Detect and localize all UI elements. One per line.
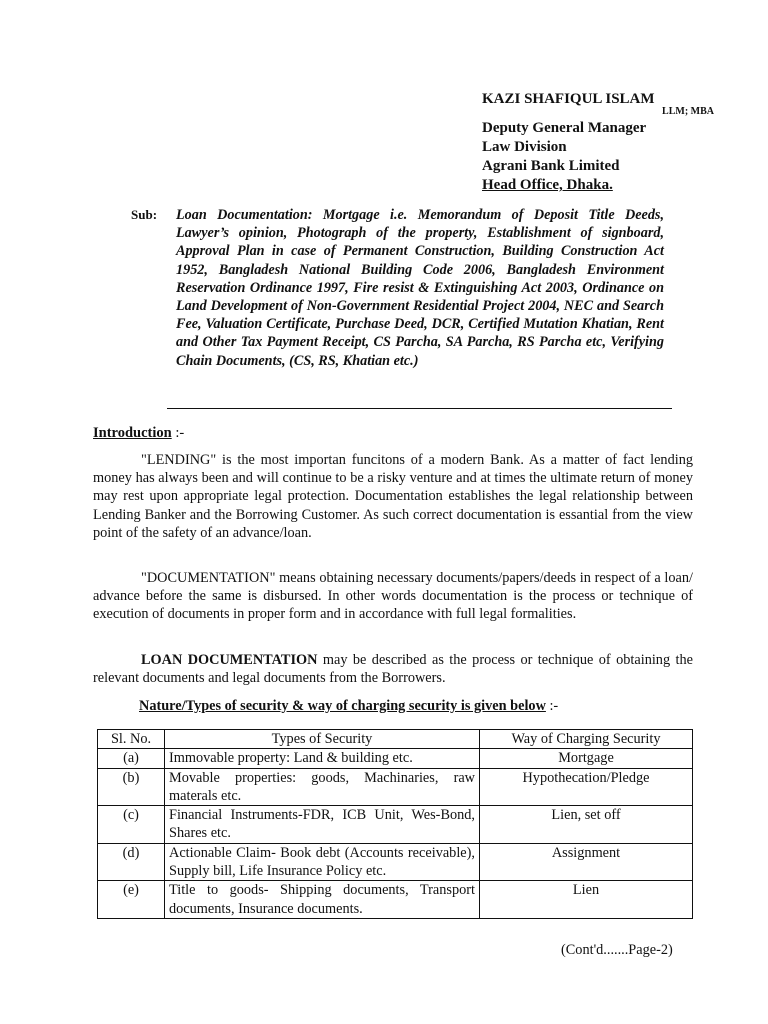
author-degrees: LLM; MBA (662, 106, 714, 117)
cell-type: Movable properties: goods, Machinaries, raw materals etc. (165, 768, 480, 806)
paragraph-lending (93, 451, 693, 542)
cell-way: Assignment (480, 843, 693, 881)
table-row (98, 768, 693, 806)
letterhead (482, 90, 714, 195)
cell-sl: (d) (98, 843, 165, 881)
header-types-of-security: Types of Security (165, 730, 480, 749)
nature-heading (139, 698, 558, 715)
security-table (97, 729, 693, 919)
loan-documentation-term: LOAN DOCUMENTATION (141, 652, 318, 668)
cell-type: Title to goods- Shipping documents, Transport documents, Insurance documents. (165, 881, 480, 919)
cell-way: Lien, set off (480, 806, 693, 844)
table-header-row (98, 730, 693, 749)
cell-sl: (b) (98, 768, 165, 806)
header-sl-no: Sl. No. (98, 730, 165, 749)
cell-type: Immovable property: Land & building etc. (165, 749, 480, 768)
continued-note: (Cont'd.......Page-2) (561, 942, 673, 958)
loan-documentation-definition: may be described as the process or technique of obtaining the relevant documents and legal documents from the Borrowers. (93, 652, 693, 687)
introduction-heading (93, 425, 184, 442)
author-bank: Agrani Bank Limited (482, 158, 620, 174)
nature-suffix: :- (545, 698, 559, 714)
table-row (98, 749, 693, 768)
paragraph-lending-text: "LENDING" is the most importan funcitons of a modern Bank. As a matter of fact lending money has always been and will continue to be a risky venture and at times the ultimate return of money may rest upon appropriate legal protection. Documentation establishes the legal relationship between Lending Banker and the Borrowing Customer. As such correct documentation is essantial from the view point of the safety of an advance/loan. (93, 452, 693, 541)
cell-sl: (e) (98, 881, 165, 919)
cell-way: Mortgage (480, 749, 693, 768)
nature-title: Nature/Types of security & way of charging security is given below (139, 698, 546, 714)
cell-way: Lien (480, 881, 693, 919)
table-row (98, 806, 693, 844)
cell-sl: (a) (98, 749, 165, 768)
author-division: Law Division (482, 139, 567, 155)
cell-type: Actionable Claim- Book debt (Accounts receivable), Supply bill, Life Insurance Policy etc. (165, 843, 480, 881)
cell-sl: (c) (98, 806, 165, 844)
paragraph-loan-documentation (93, 651, 693, 687)
header-way-of-charging: Way of Charging Security (480, 730, 693, 749)
subject-text: Loan Documentation: Mortgage i.e. Memorandum of Deposit Title Deeds, Lawyer’s opinion, Photograph of the property, Establishment of signboard, Approval Plan in case of Permanent Construction, Building Construction Act 1952, Bangladesh National Building Code 2006, Bangladesh Environment Reservation Ordinance 1997, Fire resist & Extinguishing Act 2003, Ordinance on Land Development of Non-Government Residential Project 2004, NEC and Search Fee, Valuation Certificate, Purchase Deed, DCR, Certified Mutation Khatian, Rent and Other Tax Payment Receipt, CS Parcha, SA Parcha, RS Parcha etc, Verifying Chain Documents, (CS, RS, Khatian etc.) (176, 207, 664, 369)
cell-way: Hypothecation/Pledge (480, 768, 693, 806)
author-office: Head Office, Dhaka. (482, 177, 613, 193)
paragraph-loan-documentation-text (93, 651, 693, 687)
introduction-title: Introduction (93, 425, 172, 441)
author-name: KAZI SHAFIQUL ISLAM (482, 91, 655, 107)
cell-type: Financial Instruments-FDR, ICB Unit, Wes-Bond, Shares etc. (165, 806, 480, 844)
introduction-suffix: :- (171, 425, 185, 441)
table-row (98, 843, 693, 881)
subject-label: Sub: (131, 207, 158, 222)
subject-divider (167, 408, 672, 409)
paragraph-documentation-text: "DOCUMENTATION" means obtaining necessary documents/papers/deeds in respect of a loan/ advance before the same is disbursed. In other words documentation is the process or technique of execution of documents in proper form and in accordance with full legal formalities. (93, 570, 693, 623)
paragraph-documentation (93, 569, 693, 624)
table-row (98, 881, 693, 919)
author-designation: Deputy General Manager (482, 120, 647, 136)
